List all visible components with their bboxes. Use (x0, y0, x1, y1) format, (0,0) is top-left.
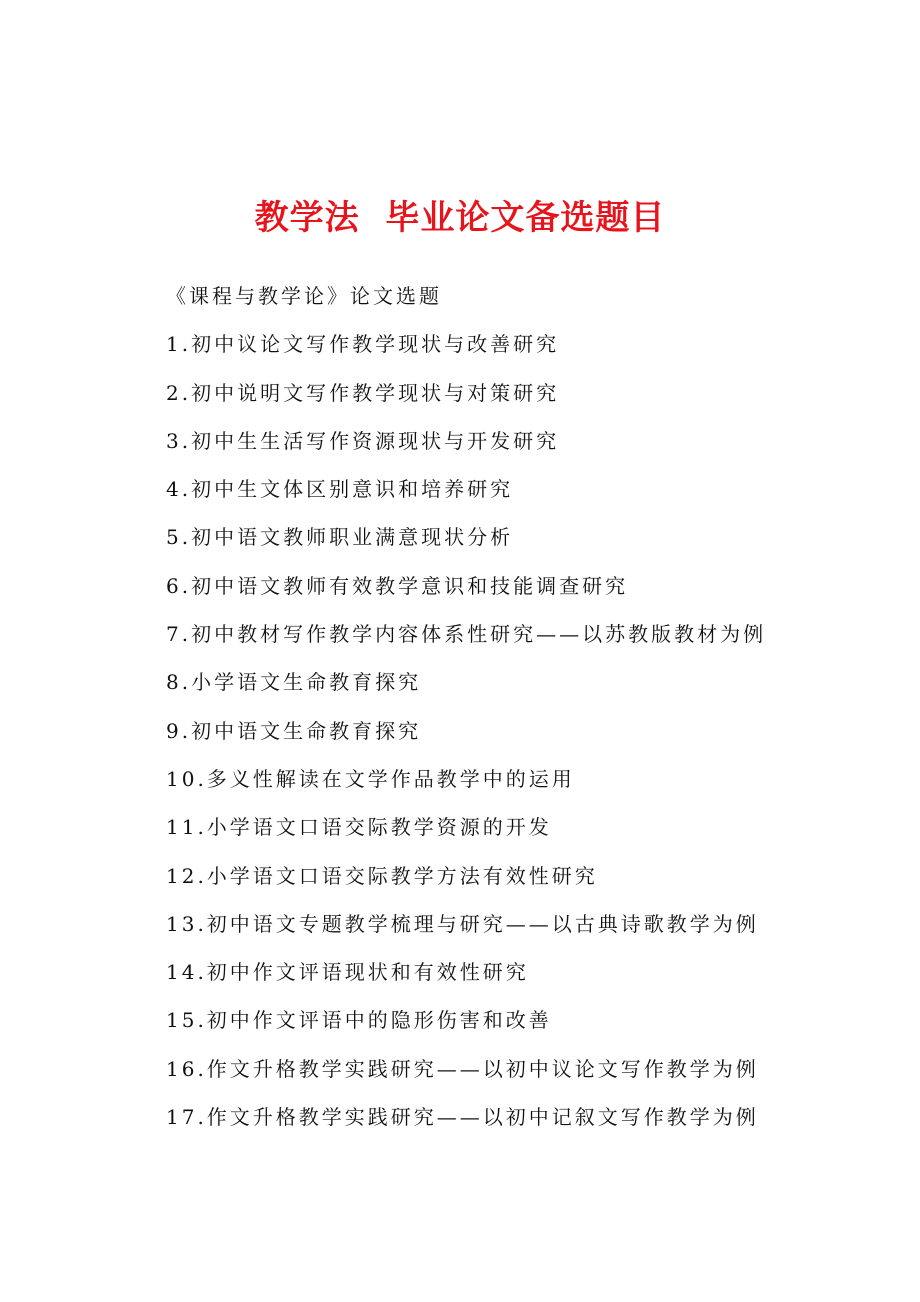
list-item: 5.初中语文教师职业满意现状分析 (166, 525, 514, 550)
document-title: 教学法 毕业论文备选题目 (254, 198, 666, 238)
list-item: 14.初中作文评语现状和有效性研究 (166, 960, 529, 985)
list-item: 2.初中说明文写作教学现状与对策研究 (166, 380, 560, 405)
list-item: 4.初中生文体区别意识和培养研究 (166, 477, 514, 502)
list-item: 16.作文升格教学实践研究——以初中议论文写作教学为例 (166, 1056, 759, 1081)
list-item: 1.初中议论文写作教学现状与改善研究 (166, 332, 560, 357)
list-item: 6.初中语文教师有效教学意识和技能调查研究 (166, 573, 629, 598)
list-item: 9.初中语文生命教育探究 (166, 718, 422, 743)
list-item: 3.初中生生活写作资源现状与开发研究 (166, 428, 560, 453)
list-item: 17.作文升格教学实践研究——以初中记叙文写作教学为例 (166, 1105, 759, 1130)
list-item: 8.小学语文生命教育探究 (166, 670, 422, 695)
list-item: 13.初中语文专题教学梳理与研究——以古典诗歌教学为例 (166, 911, 759, 936)
list-item: 12.小学语文口语交际教学方法有效性研究 (166, 863, 598, 888)
list-item: 11.小学语文口语交际教学资源的开发 (166, 815, 552, 840)
topic-list (166, 280, 886, 1149)
list-item: 7.初中教材写作教学内容体系性研究——以苏教版教材为例 (166, 622, 767, 647)
list-item: 15.初中作文评语中的隐形伤害和改善 (166, 1008, 552, 1033)
section-subtitle: 《课程与教学论》论文选题 (166, 284, 442, 308)
list-item: 10.多义性解读在文学作品教学中的运用 (166, 766, 575, 791)
